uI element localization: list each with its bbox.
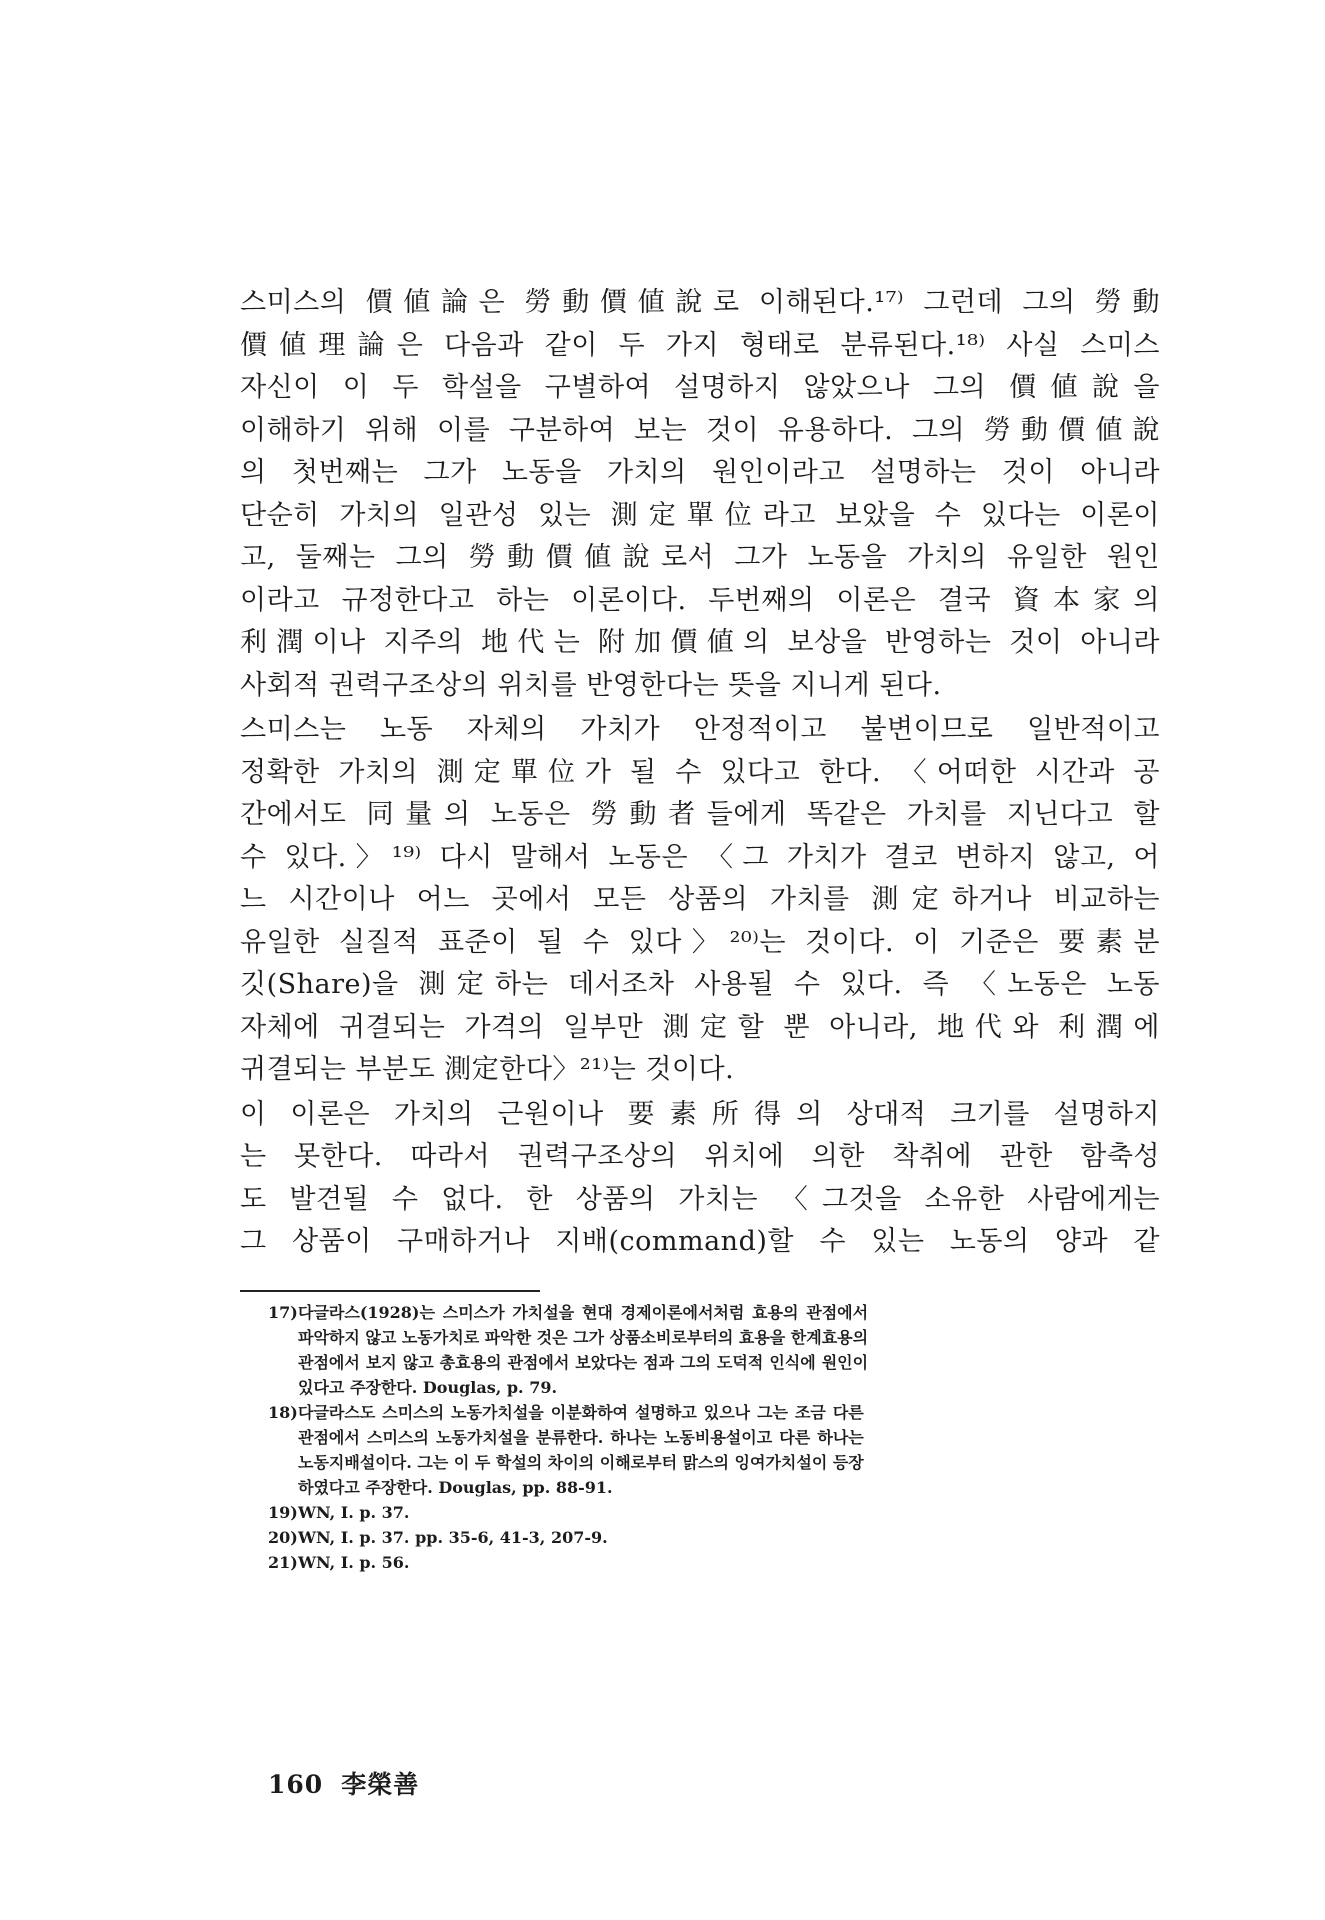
author-name: 李榮善 (341, 1770, 420, 1799)
text-line: 깃(Share)을 測定하는 데서조차 사용될 수 있다. 즉 〈노동은 노동 (240, 969, 1160, 1000)
footnote-line: WN, I. p. 37. (298, 1503, 410, 1522)
text-line: 이 이론은 가치의 근원이나 要素所得의 상대적 크기를 설명하지 (240, 1098, 1160, 1130)
footnote-divider (240, 1290, 540, 1292)
page-footer (268, 1765, 437, 1801)
footnote-line: 노동지배설이다. 그는 이 두 학설의 차이의 이해로부터 맑스의 잉여가치설이 등장 (298, 1453, 864, 1472)
footnotes (268, 1300, 1158, 1575)
text-line: 단순히 가치의 일관성 있는 測定單位라고 보았을 수 있다는 이론이 (240, 499, 1160, 531)
text-line: 그 상품이 구매하거나 지배(command)할 수 있는 노동의 양과 같 (240, 1226, 1160, 1257)
footnote (268, 1500, 1158, 1525)
footnote-text (298, 1550, 410, 1575)
text-line: 도 발견될 수 없다. 한 상품의 가치는 〈그것을 소유한 사람에게는 (240, 1183, 1160, 1215)
text-line: 간에서도 同量의 노동은 勞動者들에게 똑같은 가치를 지닌다고 할 (240, 799, 1160, 830)
paragraph (240, 709, 1160, 1092)
text-line: 이라고 규정한다고 하는 이론이다. 두번째의 이론은 결국 資本家의 (240, 584, 1160, 616)
paragraph (240, 282, 1160, 707)
footnote-line: 파악하지 않고 노동가치로 파악한 것은 그가 상품소비로부터의 효용을 한계효용의 (298, 1328, 869, 1347)
text-line: 이해하기 위해 이를 구분하여 보는 것이 유용하다. 그의 勞動價値說 (240, 414, 1160, 446)
footnote-line: 다글라스(1928)는 스미스가 가치설을 현대 경제이론에서처럼 효용의 관점에서 (298, 1303, 869, 1322)
footnote-line: WN, I. p. 37. pp. 35-6, 41-3, 207-9. (298, 1528, 608, 1547)
text-line: 스미스는 노동 자체의 가치가 안정적이고 불변이므로 일반적이고 (240, 714, 1160, 745)
footnote-number: 18) (268, 1403, 298, 1422)
text-line: 수 있다.〉¹⁹⁾ 다시 말해서 노동은 〈그 가치가 결코 변하지 않고, 어 (240, 841, 1160, 873)
footnote-number: 17) (268, 1303, 298, 1322)
text-line: 스미스의 價値論은 勞動價値說로 이해된다.¹⁷⁾ 그런데 그의 勞動 (240, 287, 1160, 318)
body-text (240, 282, 1160, 1264)
text-line: 자신이 이 두 학설을 구별하여 설명하지 않았으나 그의 價値說을 (240, 372, 1160, 403)
footnote-text (298, 1500, 410, 1525)
text-line: 는 못한다. 따라서 권력구조상의 위치에 의한 착취에 관한 함축성 (240, 1141, 1160, 1172)
paragraph (240, 1094, 1160, 1264)
text-line: 고, 둘째는 그의 勞動價値說로서 그가 노동을 가치의 유일한 원인 (240, 542, 1160, 573)
text-line: 사회적 권력구조상의 위치를 반영한다는 뜻을 지니게 된다. (240, 669, 942, 701)
text-line: 정확한 가치의 測定單位가 될 수 있다고 한다. 〈어떠한 시간과 공 (240, 756, 1160, 788)
footnote (268, 1400, 1158, 1500)
footnote-number: 19) (268, 1503, 298, 1522)
text-line: 의 첫번째는 그가 노동을 가치의 원인이라고 설명하는 것이 아니라 (240, 457, 1160, 488)
footnote-text (298, 1300, 868, 1400)
footnote-line: 하였다고 주장한다. Douglas, pp. 88-91. (298, 1478, 613, 1497)
text-line: 귀결되는 부분도 測定한다〉²¹⁾는 것이다. (240, 1054, 735, 1085)
page-number: 160 (268, 1770, 324, 1799)
text-line: 자체에 귀결되는 가격의 일부만 測定할 뿐 아니라, 地代와 利潤에 (240, 1011, 1160, 1043)
footnote-line: 다글라스도 스미스의 노동가치설을 이분화하여 설명하고 있으나 그는 조금 다른 (298, 1403, 864, 1422)
footnote (268, 1550, 1158, 1575)
footnote-text (298, 1400, 864, 1500)
text-line: 유일한 실질적 표준이 될 수 있다〉²⁰⁾는 것이다. 이 기준은 要素분 (240, 926, 1160, 958)
footnote-line: 관점에서 스미스의 노동가치설을 분류한다. 하나는 노동비용설이고 다른 하나는 (298, 1428, 864, 1447)
footnote-number: 20) (268, 1528, 298, 1547)
text-line: 利潤이나 지주의 地代는 附加價値의 보상을 반영하는 것이 아니라 (240, 627, 1160, 658)
footnote-number: 21) (268, 1553, 298, 1572)
text-line: 價値理論은 다음과 같이 두 가지 형태로 분류된다.¹⁸⁾ 사실 스미스 (240, 329, 1160, 361)
footnote-line: 있다고 주장한다. Douglas, p. 79. (298, 1378, 558, 1397)
footnote-text (298, 1525, 608, 1550)
text-line: 느 시간이나 어느 곳에서 모든 상품의 가치를 測定하거나 비교하는 (240, 884, 1160, 915)
footnote-line: 관점에서 보지 않고 총효용의 관점에서 보았다는 점과 그의 도덕적 인식에 원인이 (298, 1353, 869, 1372)
footnote-line: WN, I. p. 56. (298, 1553, 410, 1572)
footnote (268, 1525, 1158, 1550)
footnote (268, 1300, 1158, 1400)
